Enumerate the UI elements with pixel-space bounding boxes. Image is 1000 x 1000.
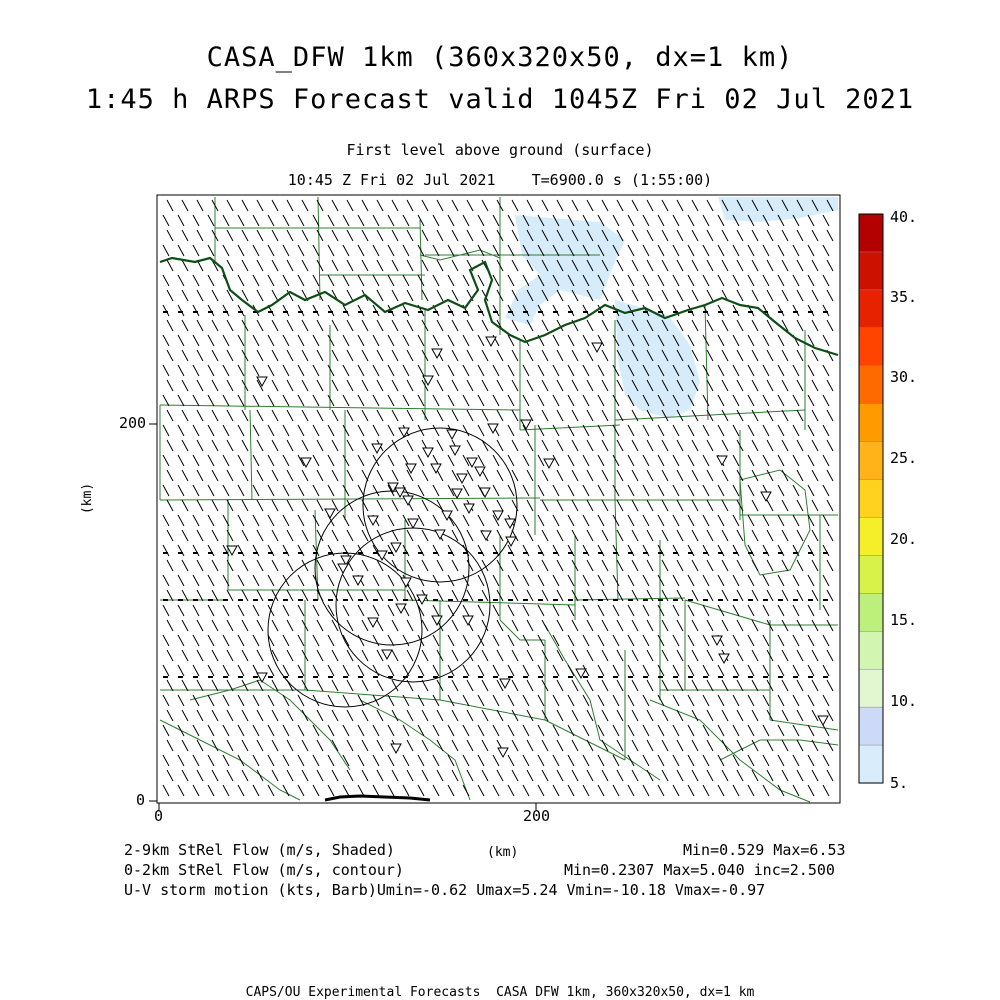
title-line-1: CASA_DFW 1km (360x320x50, dx=1 km) (206, 42, 794, 73)
storm-marker (257, 377, 267, 386)
storm-marker (717, 456, 727, 465)
cbar-label-20: 20. (890, 530, 918, 548)
storm-marker (423, 448, 433, 457)
range-ring-4 (268, 553, 422, 707)
colorbar-segment (859, 214, 883, 252)
colorbar-segment (859, 555, 883, 593)
colorbar-segment (859, 517, 883, 555)
colorbar-segment (859, 707, 883, 745)
storm-marker (592, 343, 602, 352)
wind-barb-row (163, 312, 828, 677)
cbar-label-15: 15. (890, 611, 918, 629)
county-line (685, 600, 770, 625)
county-line (360, 700, 470, 800)
storm-marker (481, 531, 491, 540)
county-boundaries (160, 197, 838, 802)
x-tick-label-200: 200 (523, 807, 551, 825)
storm-markers (227, 337, 828, 757)
colorbar-segment (859, 404, 883, 442)
cbar-label-30: 30. (890, 368, 918, 386)
storm-marker (464, 504, 474, 513)
storm-marker (408, 519, 418, 528)
title-line-2: 1:45 h ARPS Forecast valid 1045Z Fri 02 Jul 2021 (85, 84, 915, 115)
storm-marker (719, 654, 729, 663)
storm-marker (475, 467, 485, 476)
storm-marker (463, 616, 473, 625)
colorbar-segment (859, 745, 883, 783)
surface-boundary-segment (325, 796, 430, 800)
storm-marker (368, 618, 378, 627)
legend-center-unit: (km) (487, 845, 519, 860)
axis-tick-marks (149, 424, 536, 810)
footer-credit: CAPS/OU Experimental Forecasts CASA DFW 1km, 360x320x50, dx=1 km (245, 985, 755, 1000)
shade-area-ne-corner (718, 197, 838, 222)
colorbar-segment (859, 252, 883, 290)
shaded-flow-areas (505, 197, 838, 418)
storm-marker (544, 459, 554, 468)
storm-marker (500, 679, 510, 688)
storm-marker (403, 496, 413, 505)
legend-contour-label: 0-2km StRel Flow (m/s, contour) (124, 861, 404, 879)
colorbar-segment (859, 366, 883, 404)
storm-marker (450, 446, 460, 455)
cbar-label-5: 5. (890, 774, 909, 792)
legend-contour-stats: Min=0.2307 Max=5.040 inc=2.500 (564, 861, 835, 879)
county-line (500, 620, 545, 640)
storm-marker (391, 744, 401, 753)
storm-marker (761, 492, 771, 501)
storm-marker (401, 578, 411, 587)
legend-barb-label: U-V storm motion (kts, Barb)Umin=-0.62 Umax=5.24 Vmin=-10.18 Vmax=-0.97 (124, 881, 766, 899)
cbar-label-35: 35. (890, 288, 918, 306)
storm-marker (480, 488, 490, 497)
y-tick-label-0: 0 (136, 791, 146, 809)
shade-area-east (615, 300, 700, 418)
storm-marker (382, 650, 392, 659)
storm-marker (372, 444, 382, 453)
county-line (740, 470, 810, 575)
storm-marker (486, 337, 496, 346)
colorbar-segment (859, 290, 883, 328)
colorbar-segment (859, 593, 883, 631)
y-axis-unit: (km) (80, 482, 96, 515)
storm-marker (325, 509, 335, 518)
county-line (190, 680, 350, 770)
valid-time: 10:45 Z Fri 02 Jul 2021 T=6900.0 s (1:55:00) (287, 171, 713, 189)
cbar-label-10: 10. (890, 692, 918, 710)
storm-marker (391, 543, 401, 552)
legend-shaded-stats: Min=0.529 Max=6.53 (683, 841, 846, 859)
cbar-label-25: 25. (890, 449, 918, 467)
county-line (160, 498, 540, 500)
storm-marker (457, 474, 467, 483)
colorbar-segment (859, 442, 883, 480)
county-line (420, 220, 422, 300)
storm-marker (447, 430, 457, 439)
plot-subtitle: First level above ground (surface) (346, 141, 654, 159)
y-tick-label-200: 200 (119, 414, 147, 432)
county-line (250, 410, 252, 500)
storm-marker (498, 748, 508, 757)
colorbar-segment (859, 480, 883, 518)
storm-marker (818, 716, 828, 725)
storm-marker (521, 420, 531, 429)
storm-marker (338, 564, 348, 573)
legend-shaded-label: 2-9km StRel Flow (m/s, Shaded) (124, 841, 395, 859)
cbar-label-40: 40. (890, 208, 918, 226)
colorbar-segment (859, 669, 883, 707)
colorbar-segment (859, 328, 883, 366)
storm-marker (431, 464, 441, 473)
x-tick-label-0: 0 (154, 807, 164, 825)
colorbar (859, 214, 883, 783)
colorbar-segment (859, 631, 883, 669)
storm-marker (452, 489, 462, 498)
